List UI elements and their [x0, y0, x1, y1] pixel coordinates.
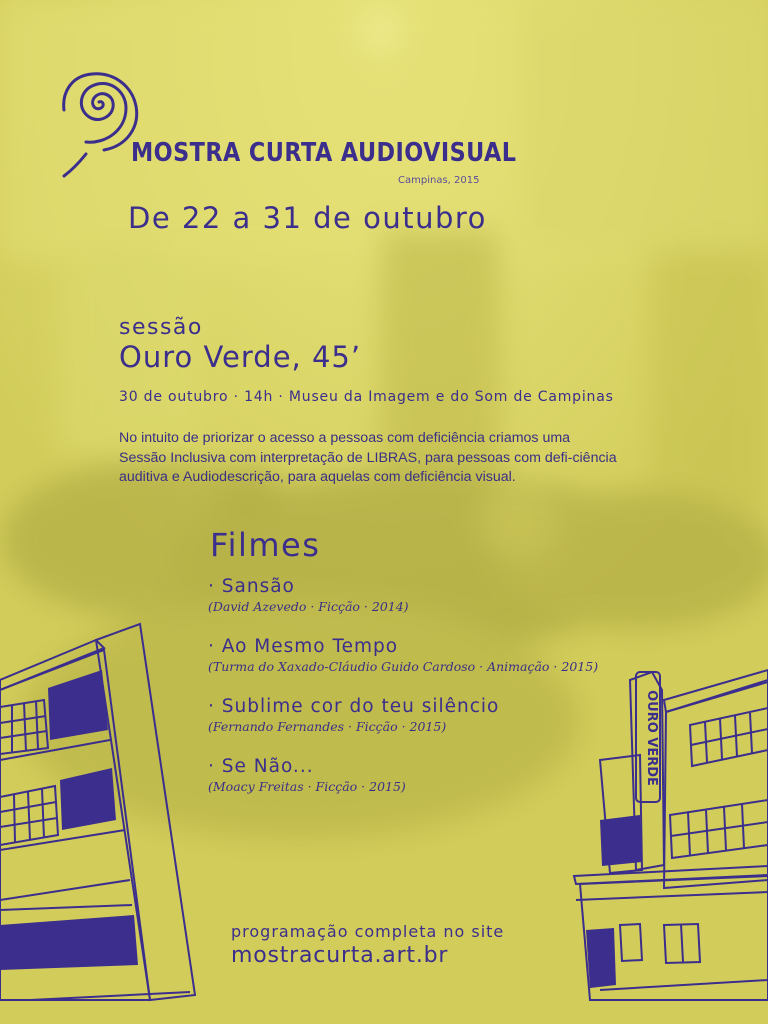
festival-dates: De 22 a 31 de outubro	[128, 201, 487, 235]
session-label: sessão	[119, 315, 203, 340]
film-title: · Ao Mesmo Tempo	[208, 636, 399, 657]
session-info: 30 de outubro · 14h · Museu da Imagem e do Som de Campinas	[119, 389, 614, 405]
films-heading: Filmes	[210, 526, 321, 564]
svg-text:OURO VERDE: OURO VERDE	[644, 690, 659, 786]
film-credit: (Moacy Freitas · Ficção · 2015)	[208, 779, 406, 794]
list-item	[208, 576, 598, 636]
film-list	[208, 576, 598, 816]
list-item	[208, 696, 598, 756]
session-name: Ouro Verde, 45’	[119, 340, 362, 374]
website-link[interactable]: mostracurta.art.br	[231, 943, 449, 968]
film-title: · Sublime cor do teu silêncio	[208, 696, 500, 717]
film-title: · Se Não...	[208, 756, 314, 777]
festival-subtitle: Campinas, 2015	[398, 175, 480, 186]
list-item	[208, 636, 598, 696]
film-credit: (Turma do Xaxado-Cláudio Guido Cardoso · Animação · 2015)	[208, 659, 599, 674]
film-title: · Sansão	[208, 576, 295, 597]
session-description: No intuito de priorizar o acesso a pessoas com deficiência criamos uma Sessão Inclusiva com interpretação de LIBRAS, para pessoas com defi-ciência auditiva e Audiodescrição, para aquelas com deficiência visual.	[119, 430, 617, 485]
film-credit: (David Azevedo · Ficção · 2014)	[208, 599, 409, 614]
list-item	[208, 756, 598, 816]
festival-title: MOSTRA CURTA AUDIOVISUAL	[131, 138, 517, 168]
footer-label: programação completa no site	[231, 922, 505, 941]
film-credit: (Fernando Fernandes · Ficção · 2015)	[208, 719, 447, 734]
